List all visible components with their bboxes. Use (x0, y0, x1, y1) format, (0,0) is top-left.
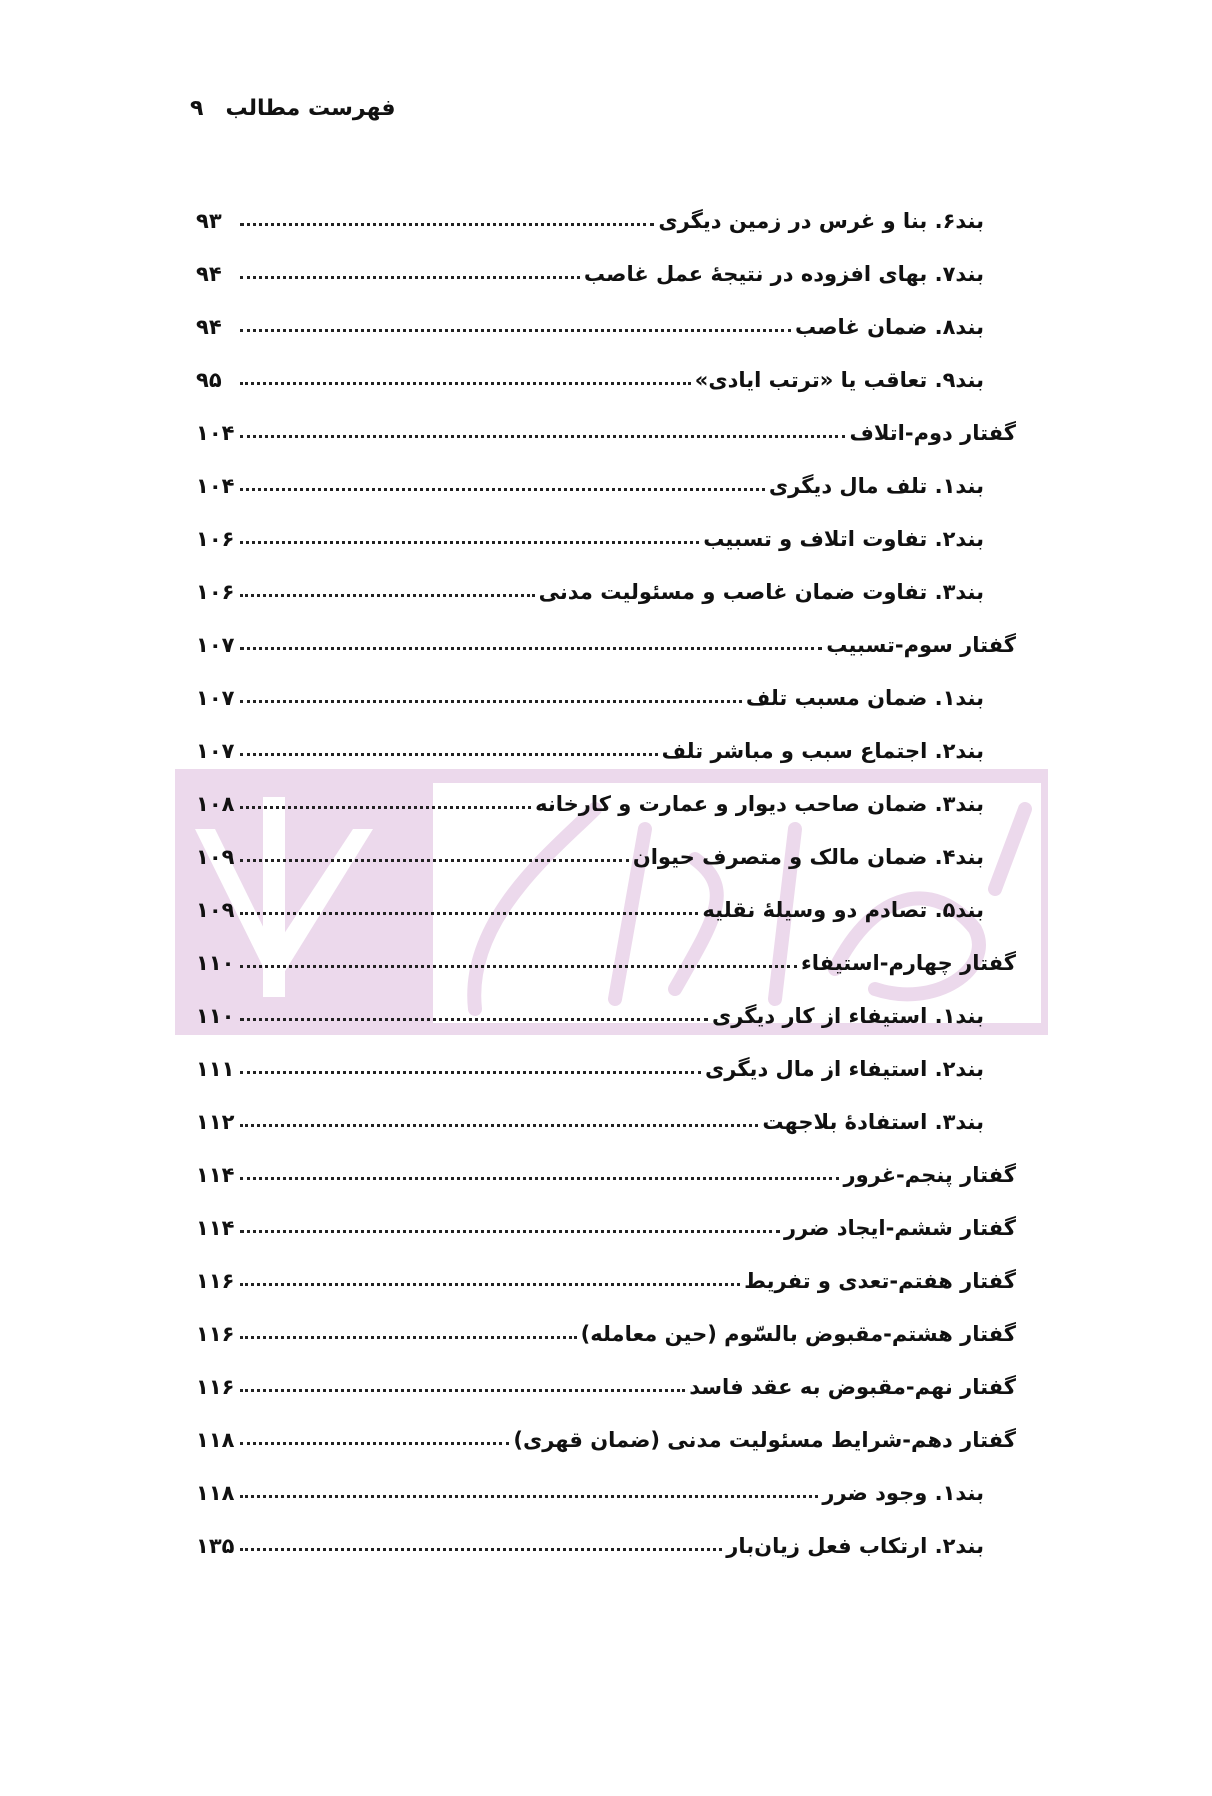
toc-entry-page: ۱۱۶ (196, 1269, 235, 1293)
toc-entry[interactable] (196, 657, 1016, 710)
dot-leader (240, 541, 699, 544)
dot-leader (240, 1230, 780, 1233)
toc-entry-page: ۱۱۰ (196, 1004, 235, 1028)
toc-entry[interactable] (196, 1505, 1016, 1558)
toc-entry-title: بند۳. استفادهٔ بلاجهت (762, 1110, 984, 1134)
toc-entry-title: گفتار نهم-مقبوض به عقد فاسد (689, 1375, 1016, 1399)
toc-entry-title: بند۲. ارتکاب فعل زیان‌بار (726, 1534, 984, 1558)
toc-entry[interactable] (196, 1346, 1016, 1399)
dot-leader (240, 965, 797, 968)
toc-entry-title: گفتار دوم-اتلاف (849, 421, 1016, 445)
toc-entry-page: ۱۰۸ (196, 792, 235, 816)
toc-entry-page: ۹۵ (196, 368, 222, 392)
running-header (190, 96, 396, 121)
toc-entry-title: گفتار هشتم-مقبوض بالسّوم (حین معامله) (580, 1322, 1016, 1346)
toc-entry-title: بند۳. تفاوت ضمان غاصب و مسئولیت مدنی (538, 580, 984, 604)
toc-entry[interactable] (196, 551, 1016, 604)
toc-entry[interactable] (196, 1452, 1016, 1505)
toc-entry-title: بند۵. تصادم دو وسیلهٔ نقلیه (702, 898, 984, 922)
dot-leader (240, 223, 654, 226)
toc-entry-page: ۹۴ (196, 315, 222, 339)
toc-entry-page: ۱۰۷ (196, 739, 235, 763)
dot-leader (240, 1548, 722, 1551)
dot-leader (240, 435, 845, 438)
toc-entry-title: گفتار چهارم-استیفاء (801, 951, 1016, 975)
toc-entry-page: ۱۱۶ (196, 1322, 235, 1346)
toc-entry-title: بند۲. استیفاء از مال دیگری (705, 1057, 984, 1081)
toc-entry-title: بند۱. تلف مال دیگری (768, 474, 984, 498)
toc-entry[interactable] (196, 604, 1016, 657)
dot-leader (240, 753, 658, 756)
toc-entry-title: بند۴. ضمان مالک و متصرف حیوان (632, 845, 984, 869)
toc-entry-page: ۱۱۰ (196, 951, 235, 975)
toc-entry-title: گفتار هفتم-تعدی و تفریط (744, 1269, 1016, 1293)
toc-entry-page: ۱۰۹ (196, 845, 235, 869)
toc-entry[interactable] (196, 1399, 1016, 1452)
toc-entry[interactable] (196, 1028, 1016, 1081)
toc-entry-title: بند۸. ضمان غاصب (795, 315, 984, 339)
toc-entry[interactable] (196, 339, 1016, 392)
toc-entry-page: ۱۰۷ (196, 686, 235, 710)
dot-leader (240, 912, 698, 915)
toc-entry-title: گفتار ششم-ایجاد ضرر (783, 1216, 1016, 1240)
toc-entry-title: گفتار دهم-شرایط مسئولیت مدنی (ضمان قهری) (513, 1428, 1016, 1452)
dot-leader (240, 1018, 708, 1021)
dot-leader (240, 1495, 818, 1498)
dot-leader (240, 1283, 740, 1286)
toc-entry-title: بند۹. تعاقب یا «ترتب ایادی» (694, 368, 984, 392)
toc-entry[interactable] (196, 445, 1016, 498)
dot-leader (240, 806, 531, 809)
table-of-contents (196, 180, 1016, 1558)
toc-entry-page: ۱۰۹ (196, 898, 235, 922)
toc-entry[interactable] (196, 233, 1016, 286)
dot-leader (240, 488, 765, 491)
toc-entry-page: ۱۱۸ (196, 1481, 235, 1505)
toc-entry-page: ۹۳ (196, 209, 222, 233)
toc-entry-page: ۱۱۸ (196, 1428, 235, 1452)
toc-entry[interactable] (196, 180, 1016, 233)
toc-entry[interactable] (196, 286, 1016, 339)
toc-entry-page: ۱۰۴ (196, 421, 235, 445)
toc-entry-page: ۱۱۴ (196, 1216, 235, 1240)
toc-entry[interactable] (196, 975, 1016, 1028)
dot-leader (240, 1124, 758, 1127)
toc-entry-title: گفتار پنجم-غرور (843, 1163, 1016, 1187)
dot-leader (240, 859, 629, 862)
dot-leader (240, 647, 822, 650)
dot-leader (240, 1442, 509, 1445)
toc-entry-title: بند۲. اجتماع سبب و مباشر تلف (661, 739, 984, 763)
toc-entry-page: ۱۳۵ (196, 1534, 235, 1558)
toc-entry-page: ۱۱۶ (196, 1375, 235, 1399)
toc-entry[interactable] (196, 763, 1016, 816)
toc-entry-title: بند۱. ضمان مسبب تلف (745, 686, 984, 710)
toc-entry-title: بند۱. استیفاء از کار دیگری (711, 1004, 984, 1028)
dot-leader (240, 329, 791, 332)
toc-entry-title: بند۱. وجود ضرر (822, 1481, 984, 1505)
toc-entry-title: بند۶. بنا و غرس در زمین دیگری (658, 209, 984, 233)
header-page-number: ۹ (190, 96, 204, 121)
toc-entry-page: ۱۱۴ (196, 1163, 235, 1187)
toc-entry-page: ۱۰۶ (196, 527, 235, 551)
toc-entry-page: ۱۰۷ (196, 633, 235, 657)
dot-leader (240, 1389, 685, 1392)
toc-entry-page: ۱۱۲ (196, 1110, 235, 1134)
toc-entry-title: بند۷. بهای افزوده در نتیجهٔ عمل غاصب (583, 262, 984, 286)
toc-entry[interactable] (196, 1081, 1016, 1134)
dot-leader (240, 1177, 839, 1180)
dot-leader (240, 1336, 577, 1339)
toc-entry[interactable] (196, 710, 1016, 763)
toc-entry-title: بند۲. تفاوت اتلاف و تسبیب (703, 527, 984, 551)
toc-entry[interactable] (196, 392, 1016, 445)
toc-entry[interactable] (196, 1293, 1016, 1346)
toc-entry-page: ۹۴ (196, 262, 222, 286)
toc-entry-title: بند۳. ضمان صاحب دیوار و عمارت و کارخانه (535, 792, 984, 816)
toc-entry[interactable] (196, 1187, 1016, 1240)
header-title: فهرست مطالب (225, 96, 396, 121)
toc-entry[interactable] (196, 1240, 1016, 1293)
toc-entry[interactable] (196, 816, 1016, 869)
dot-leader (240, 1071, 701, 1074)
dot-leader (240, 382, 691, 385)
toc-entry[interactable] (196, 498, 1016, 551)
dot-leader (240, 700, 742, 703)
toc-entry-title: گفتار سوم-تسبیب (826, 633, 1016, 657)
toc-entry-page: ۱۰۴ (196, 474, 235, 498)
dot-leader (240, 594, 535, 597)
dot-leader (240, 276, 580, 279)
toc-entry[interactable] (196, 1134, 1016, 1187)
toc-entry-page: ۱۱۱ (196, 1057, 235, 1081)
toc-entry[interactable] (196, 869, 1016, 922)
toc-entry-page: ۱۰۶ (196, 580, 235, 604)
toc-entry[interactable] (196, 922, 1016, 975)
